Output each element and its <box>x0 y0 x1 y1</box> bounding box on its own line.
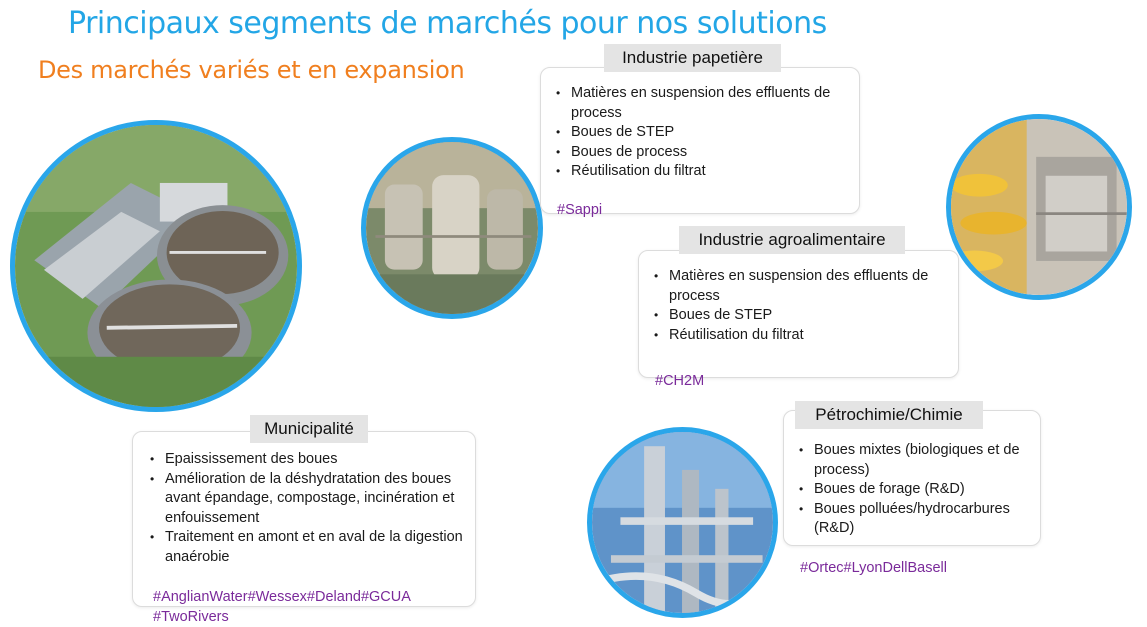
segment-card-papier <box>540 67 860 218</box>
client-tags: #Ortec#LyonDellBasell <box>800 560 947 576</box>
list-item: • Boues de STEP <box>553 123 848 143</box>
segment-label-petro: Pétrochimie/Chimie <box>795 401 983 429</box>
water-treatment-plant-photo <box>10 120 302 412</box>
list-item: • Matières en suspension des effluents de process <box>553 84 848 123</box>
list-item: • Traitement en amont et en aval de la digestion anaérobie <box>147 528 467 567</box>
segment-label-papier: Industrie papetière <box>604 44 781 72</box>
list-item: • Réutilisation du filtrat <box>651 326 949 346</box>
list-item: • Boues mixtes (biologiques et de process) <box>796 441 1036 480</box>
list-item: • Boues de process <box>553 143 848 163</box>
list-item: • Matières en suspension des effluents de process <box>651 267 949 306</box>
segment-label-municipalite: Municipalité <box>250 415 368 443</box>
segment-card-agro <box>638 250 959 389</box>
page-title: Principaux segments de marchés pour nos solutions <box>68 6 827 41</box>
segment-card-petro <box>783 410 1041 576</box>
segment-card-municipalite <box>132 431 476 625</box>
list-item: • Epaississement des boues <box>147 450 467 470</box>
client-tags: #AnglianWater#Wessex#Deland#GCUA #TwoRivers <box>153 589 411 625</box>
list-item: • Amélioration de la déshydratation des boues avant épandage, compostage, incinération et enfouissement <box>147 470 467 529</box>
list-item: • Boues de forage (R&D) <box>796 480 1036 500</box>
list-item: • Réutilisation du filtrat <box>553 162 848 182</box>
client-tags: #Sappi <box>557 202 603 218</box>
page-subtitle: Des marchés variés et en expansion <box>38 56 465 84</box>
food-industry-photo <box>946 114 1132 300</box>
petrochemical-plant-photo <box>587 427 778 618</box>
list-item: • Boues polluées/hydrocarbures (R&D) <box>796 500 1036 539</box>
client-tags: #CH2M <box>655 373 705 389</box>
list-item: • Boues de STEP <box>651 306 949 326</box>
paper-industry-tanks-photo <box>361 137 543 319</box>
segment-label-agro: Industrie agroalimentaire <box>679 226 905 254</box>
